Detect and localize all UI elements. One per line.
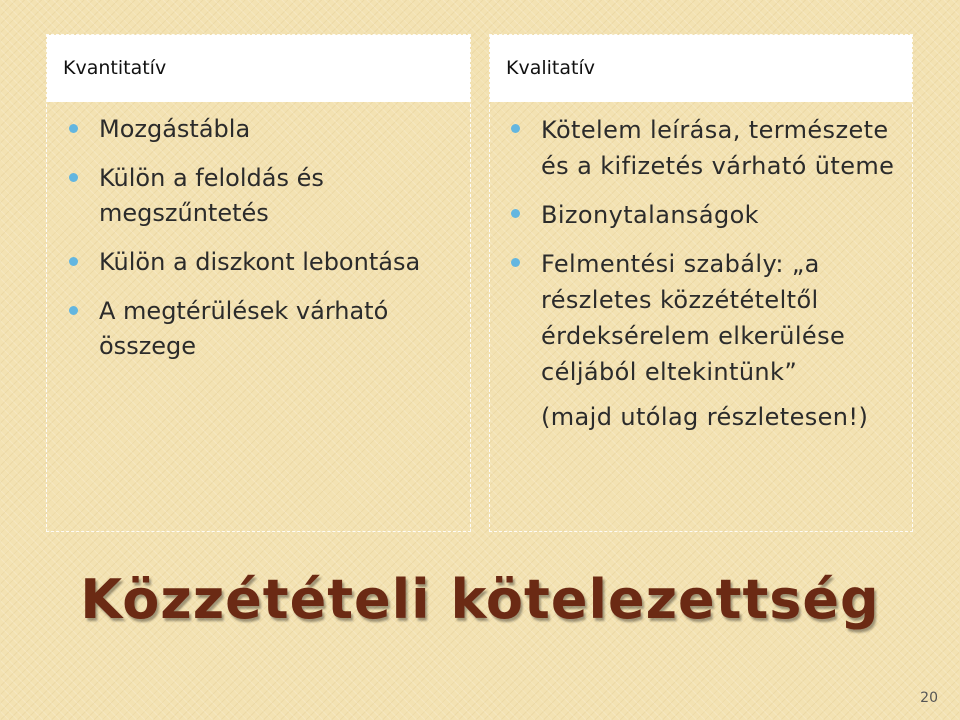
bullet-icon [511,124,520,133]
list-item [99,245,450,280]
page-number: 20 [920,690,938,706]
bullet-icon [69,173,78,182]
bullet-icon [69,257,78,266]
list-item-text: Kötelem leírása, természete és a kifizetés várható üteme [541,116,895,180]
qualitative-panel [489,34,913,532]
list-item-text: Felmentési szabály: „a részletes közzétételtől érdeksérelem elkerülése céljából eltekintünk” [541,250,846,386]
list-item-text: Külön a feloldás és megszűntetés [99,164,324,227]
list-item-text: Külön a diszkont lebontása [99,248,421,276]
list-item [541,197,902,233]
list-item [541,112,902,184]
list-item-note: (majd utólag részletesen!) [541,403,869,431]
list-item-text: A megtérülések várható összege [99,297,389,360]
list-item [99,294,450,364]
qualitative-list [490,102,912,435]
page-title: Közzétételi kötelezettség [80,568,880,631]
bullet-icon [69,306,78,315]
bullet-icon [511,258,520,267]
bullet-icon [69,124,78,133]
list-item [541,246,902,435]
list-item-text: Mozgástábla [99,115,251,143]
quantitative-list [47,102,470,364]
qualitative-header: Kvalitatív [490,35,912,102]
bullet-icon [511,209,520,218]
list-item-text: Bizonytalanságok [541,201,759,229]
quantitative-header: Kvantitatív [47,35,470,102]
list-item [99,161,450,231]
quantitative-panel [46,34,471,532]
list-item [99,112,450,147]
